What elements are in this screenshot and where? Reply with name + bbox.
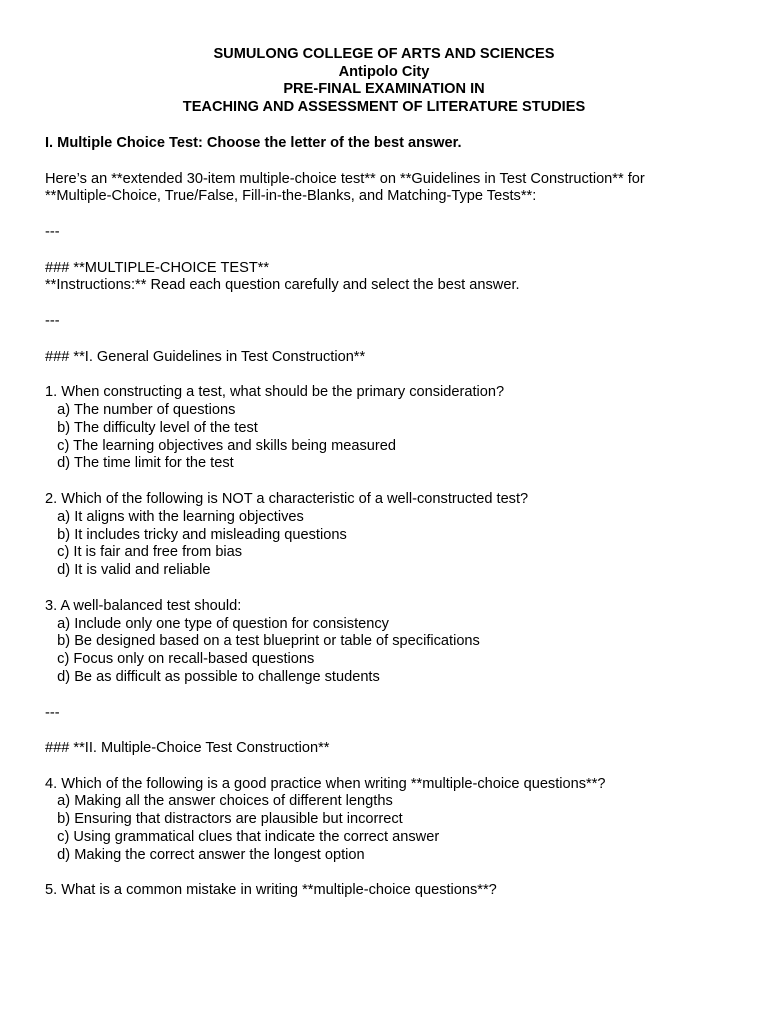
section-heading: I. Multiple Choice Test: Choose the letter of the best answer. (45, 135, 462, 151)
answer-option: b) It includes tricky and misleading questions (57, 526, 347, 543)
question-3 (45, 598, 745, 687)
answer-option: c) It is fair and free from bias (57, 544, 243, 561)
question-stem: 3. A well-balanced test should: (45, 597, 242, 614)
answer-option: c) The learning objectives and skills being measured (57, 437, 396, 454)
part-heading: ### **I. General Guidelines in Test Construction** (45, 348, 366, 365)
answer-option: d) Be as difficult as possible to challenge students (57, 668, 380, 685)
exam-title: PRE-FINAL EXAMINATION IN (283, 81, 485, 98)
answer-option: b) Ensuring that distractors are plausible but incorrect (57, 811, 403, 828)
answer-option: a) It aligns with the learning objectives (57, 508, 304, 525)
answer-option: b) The difficulty level of the test (57, 419, 258, 436)
answer-option: c) Focus only on recall-based questions (57, 651, 315, 668)
answer-option: a) The number of questions (57, 401, 236, 418)
question-stem: 5. What is a common mistake in writing **multiple-choice questions**? (45, 882, 497, 899)
question-1 (45, 384, 745, 473)
question-2 (45, 491, 745, 580)
answer-option: c) Using grammatical clues that indicate the correct answer (57, 829, 440, 846)
question-5 (45, 882, 745, 900)
document-body (45, 135, 745, 900)
question-stem: 2. Which of the following is NOT a characteristic of a well-constructed test? (45, 490, 529, 507)
intro-line-2: **Multiple-Choice, True/False, Fill-in-the-Blanks, and Matching-Type Tests**: (45, 188, 537, 205)
answer-option: d) The time limit for the test (57, 455, 234, 472)
separator: --- (45, 223, 60, 240)
document-header (0, 46, 768, 116)
question-4 (45, 776, 745, 865)
question-stem: 4. Which of the following is a good practice when writing **multiple-choice questions**? (45, 775, 606, 792)
mc-heading: ### **MULTIPLE-CHOICE TEST** (45, 259, 270, 276)
question-stem: 1. When constructing a test, what should be the primary consideration? (45, 384, 505, 401)
answer-option: a) Include only one type of question for consistency (57, 615, 389, 632)
course-title: TEACHING AND ASSESSMENT OF LITERATURE STUDIES (182, 98, 586, 115)
intro-line-1: Here’s an **extended 30-item multiple-choice test** on **Guidelines in Test Construction** for (45, 170, 645, 187)
separator: --- (45, 704, 60, 721)
part-heading: ### **II. Multiple-Choice Test Construction** (45, 740, 330, 757)
answer-option: b) Be designed based on a test blueprint or table of specifications (57, 633, 480, 650)
answer-option: a) Making all the answer choices of different lengths (57, 793, 393, 810)
school-city: Antipolo City (338, 63, 430, 80)
school-name: SUMULONG COLLEGE OF ARTS AND SCIENCES (213, 46, 555, 62)
answer-option: d) It is valid and reliable (57, 562, 211, 579)
answer-option: d) Making the correct answer the longest option (57, 846, 365, 863)
instructions: **Instructions:** Read each question carefully and select the best answer. (45, 277, 520, 294)
separator: --- (45, 312, 60, 329)
